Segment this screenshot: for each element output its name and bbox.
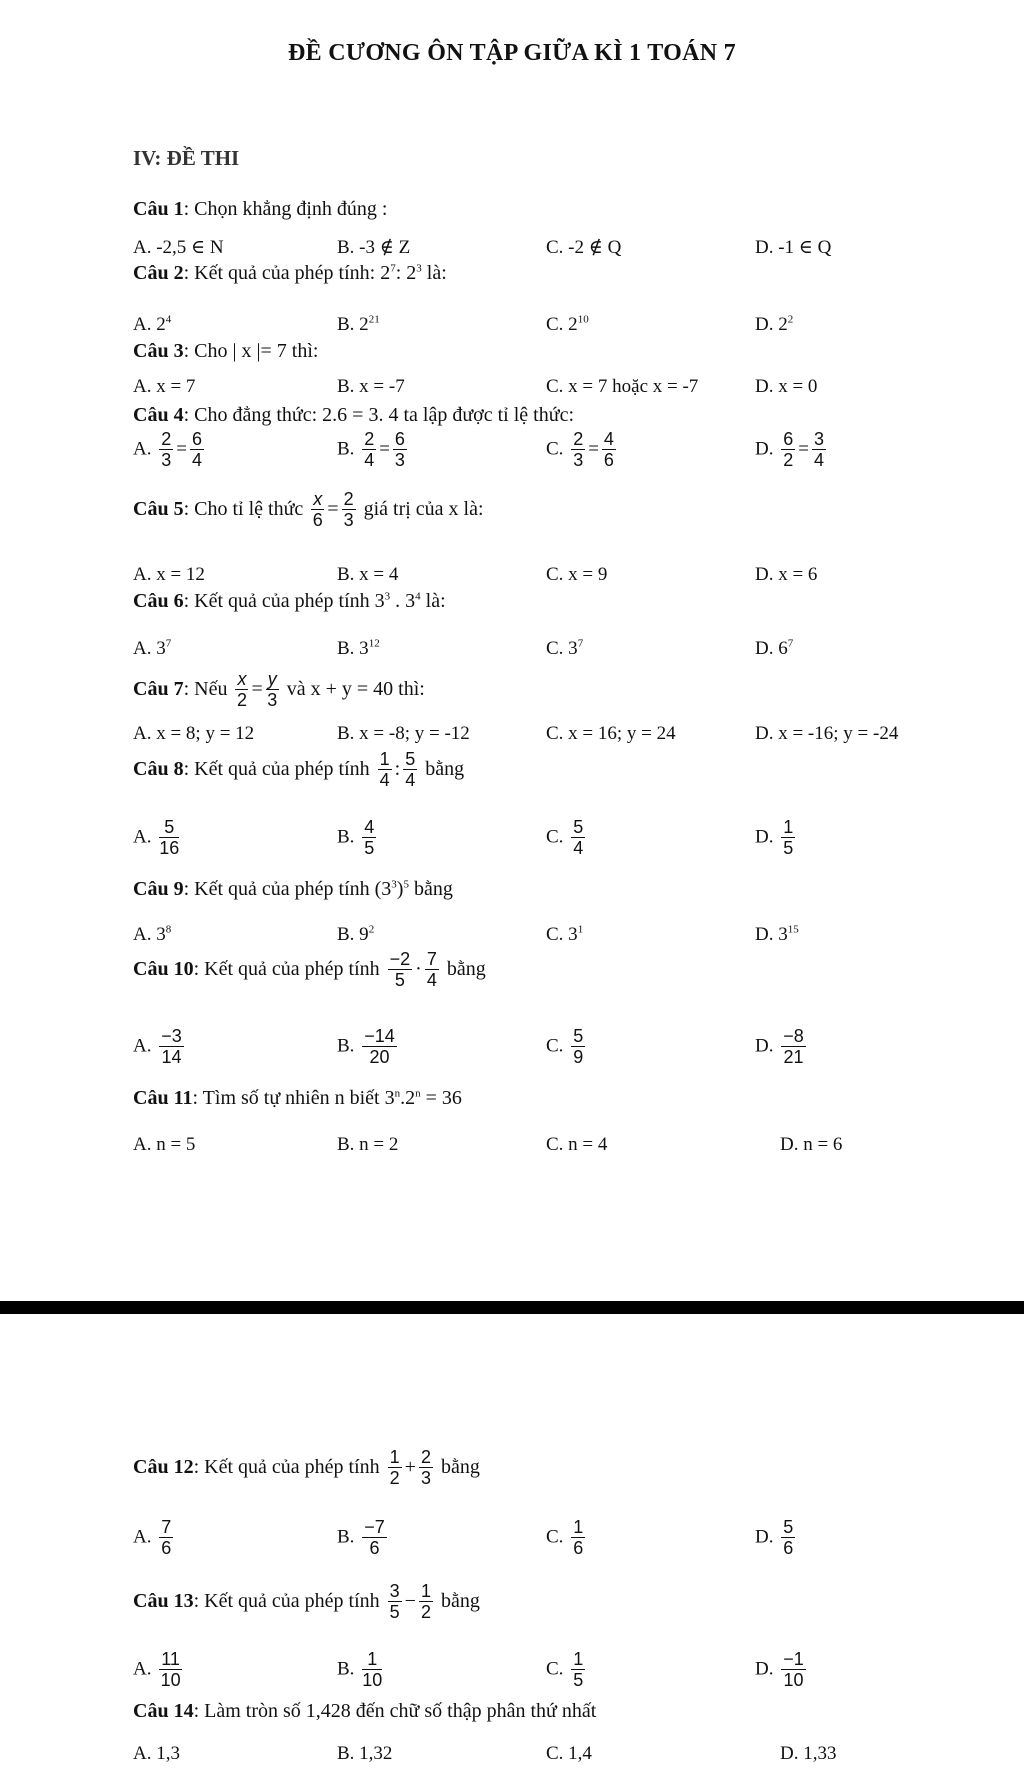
question-14 [133, 1700, 596, 1723]
question-10: Câu 10: Kết quả của phép tính $\frac{-2}{5}$ · $\frac{7}{4}$ bằng [133, 949, 486, 990]
option-d: D. $6^7$ [755, 637, 794, 659]
option-b: B. 1,32 [337, 1743, 393, 1764]
fraction: $\frac{1}{2}$ [389, 1447, 400, 1488]
question-label: Câu 13 [133, 1589, 194, 1612]
option-b: B. $2^{21}$ [337, 313, 380, 335]
fraction: $\frac{y}{3}$ [267, 669, 278, 710]
option-c: C. n = 4 [546, 1134, 608, 1155]
question-text: : Kết quả của phép tính [193, 1455, 380, 1478]
question-7: Câu 7: Nếu $\frac{x}{2}$ = $\frac{y}{3}$ và x + y = 40 thì: [133, 669, 425, 710]
option-c: C. $\frac{5}{9}$ [546, 1026, 584, 1067]
option-a: A. x = 8; y = 12 [133, 723, 255, 744]
option-a: A. -2,5 ∈ N [133, 237, 224, 258]
question-text: : Kết quả của phép tính [183, 757, 370, 780]
fraction: $\frac{2}{3}$ [420, 1447, 431, 1488]
option-b: B. -3 ∉ Z [337, 237, 411, 258]
question-label: Câu 9 [133, 878, 184, 900]
fraction: $\frac{7}{4}$ [426, 949, 437, 990]
question-text: : Nếu [183, 677, 228, 700]
option-c: C. $3^1$ [546, 923, 584, 945]
question-label: Câu 14 [133, 1700, 194, 1722]
option-c: C. 1,4 [546, 1743, 592, 1764]
option-b: B. $3^{12}$ [337, 637, 380, 659]
document-title: ĐỀ CƯƠNG ÔN TẬP GIỮA KÌ 1 TOÁN 7 [288, 40, 736, 66]
question-text: : Cho | x |= 7 thì: [183, 340, 319, 362]
question-text: bằng [440, 1455, 480, 1478]
fraction: $\frac{1}{2}$ [420, 1581, 431, 1622]
question-label: Câu 2 [133, 262, 184, 284]
option-d: D. $\frac{-1}{10}$ [755, 1649, 804, 1690]
fraction: $\frac{-2}{5}$ [389, 949, 411, 990]
question-text: : Kết quả của phép tính [193, 1589, 380, 1612]
exponent: 3 [416, 262, 422, 275]
question-text: : Kết quả của phép tính (3 [183, 878, 392, 900]
option-d: D. $\frac{1}{5}$ [755, 817, 794, 858]
question-1 [133, 198, 387, 221]
question-text: là: [421, 262, 447, 284]
question-13: Câu 13: Kết quả của phép tính $\frac{3}{5}$ − $\frac{1}{2}$ bằng [133, 1581, 480, 1622]
question-text: bằng [440, 1589, 480, 1612]
option-a: A. $\frac{7}{6}$ [133, 1517, 172, 1558]
option-c: C. $\frac{5}{4}$ [546, 817, 584, 858]
question-text: bằng [425, 757, 465, 780]
question-label: Câu 5 [133, 497, 184, 520]
option-b: B. x = -8; y = -12 [337, 723, 470, 744]
question-text: : Tìm số tự nhiên n biết 3 [192, 1087, 395, 1109]
option-b: B. $\frac{2}{4}$ = $\frac{6}{3}$ [337, 429, 405, 470]
option-d: D. $2^2$ [755, 313, 794, 335]
option-c: C. -2 ∉ Q [546, 237, 622, 258]
question-9: Câu 9: Kết quả của phép tính $(3^3)^5$ bằng [133, 878, 453, 900]
option-b: B. $\frac{-7}{6}$ [337, 1517, 385, 1558]
option-c: C. x = 16; y = 24 [546, 723, 676, 744]
fraction: $\frac{3}{5}$ [389, 1581, 400, 1622]
fraction: $\frac{2}{3}$ [343, 489, 354, 530]
option-d: D. n = 6 [780, 1134, 843, 1155]
question-label: Câu 10 [133, 957, 194, 980]
option-b: B. $\frac{4}{5}$ [337, 817, 375, 858]
option-d: D. x = 6 [755, 564, 818, 585]
option-d: D. x = -16; y = -24 [755, 723, 899, 744]
question-3 [133, 340, 318, 363]
question-text: : Kết quả của phép tính 3 [183, 590, 385, 612]
option-a: A. $2^4$ [133, 313, 172, 335]
section-heading: IV: ĐỀ THI [133, 146, 240, 170]
option-b: B. n = 2 [337, 1134, 399, 1155]
question-label: Câu 7 [133, 677, 184, 700]
option-a: A. n = 5 [133, 1134, 196, 1155]
option-d: D. $\frac{5}{6}$ [755, 1517, 794, 1558]
question-label: Câu 4 [133, 404, 184, 426]
question-text: bằng [446, 957, 486, 980]
question-label: Câu 1 [133, 198, 184, 220]
option-a: A. x = 12 [133, 564, 205, 585]
fraction: $\frac{1}{4}$ [379, 749, 390, 790]
option-a: A. $\frac{2}{3}$ = $\frac{6}{4}$ [133, 429, 202, 470]
option-c: C. $2^{10}$ [546, 313, 589, 335]
option-b: B. x = 4 [337, 564, 399, 585]
question-text: giá trị của x là: [363, 497, 484, 520]
option-c: C. x = 9 [546, 564, 608, 585]
option-a: A. $\frac{-3}{14}$ [133, 1026, 182, 1067]
question-text: : Làm tròn số 1,428 đến chữ số thập phân thứ nhất [193, 1700, 597, 1722]
option-a: A. $3^8$ [133, 923, 172, 945]
fraction: $\frac{x}{2}$ [236, 669, 247, 710]
exponent: 7 [390, 262, 396, 275]
question-label: Câu 11 [133, 1087, 193, 1109]
question-label: Câu 6 [133, 590, 184, 612]
page-separator [0, 1301, 1024, 1314]
option-b: B. $\frac{-14}{20}$ [337, 1026, 395, 1067]
option-b: B. x = -7 [337, 376, 405, 397]
option-c: C. $\frac{2}{3}$ = $\frac{4}{6}$ [546, 429, 614, 470]
question-label: Câu 8 [133, 757, 184, 780]
question-2 [133, 262, 447, 285]
question-text: : Cho tỉ lệ thức [183, 497, 304, 520]
option-c: C. $\frac{1}{6}$ [546, 1517, 584, 1558]
option-d: D. $\frac{6}{2}$ = $\frac{3}{4}$ [755, 429, 824, 470]
question-label: Câu 12 [133, 1455, 194, 1478]
question-6: Câu 6: Kết quả của phép tính $3^3$ . $3^4$ là: [133, 590, 446, 612]
option-d: D. 1,33 [780, 1743, 837, 1764]
option-d: D. $3^{15}$ [755, 923, 799, 945]
question-text: : Cho đẳng thức: 2.6 = 3. 4 ta lập được tỉ lệ thức: [183, 404, 574, 426]
question-text: và x + y = 40 thì: [286, 677, 425, 700]
question-text: : 2 [395, 262, 417, 284]
question-4 [133, 404, 574, 427]
fraction: $\frac{5}{4}$ [405, 749, 416, 790]
option-a: A. $\frac{11}{10}$ [133, 1649, 181, 1690]
option-a: A. $3^7$ [133, 637, 172, 659]
option-d: D. -1 ∈ Q [755, 237, 832, 258]
option-d: D. x = 0 [755, 376, 818, 397]
option-a: A. $\frac{5}{16}$ [133, 817, 180, 858]
option-a: A. x = 7 [133, 376, 196, 397]
question-text: : Kết quả của phép tính: 2 [183, 262, 391, 284]
question-label: Câu 3 [133, 340, 184, 362]
question-12: Câu 12: Kết quả của phép tính $\frac{1}{2}$ + $\frac{2}{3}$ bằng [133, 1447, 480, 1488]
option-d: D. $\frac{-8}{21}$ [755, 1026, 804, 1067]
fraction: $\frac{x}{6}$ [312, 489, 323, 530]
option-c: C. x = 7 hoặc x = -7 [546, 376, 699, 397]
option-a: A. 1,3 [133, 1743, 180, 1764]
question-text: : Kết quả của phép tính [193, 957, 380, 980]
question-11: Câu 11: Tìm số tự nhiên n biết $3^n.2^n = 36$ [133, 1087, 462, 1109]
option-b: B. $\frac{1}{10}$ [337, 1649, 383, 1690]
option-c: C. $3^7$ [546, 637, 584, 659]
option-b: B. $9^2$ [337, 923, 375, 945]
question-8: Câu 8: Kết quả của phép tính $\frac{1}{4}$ : $\frac{5}{4}$ bằng [133, 749, 465, 790]
option-c: C. $\frac{1}{5}$ [546, 1649, 584, 1690]
question-text: : Chọn khẳng định đúng : [183, 198, 388, 220]
question-5: Câu 5: Cho tỉ lệ thức $\frac{x}{6}$ = $\frac{2}{3}$ giá trị của x là: [133, 489, 484, 530]
